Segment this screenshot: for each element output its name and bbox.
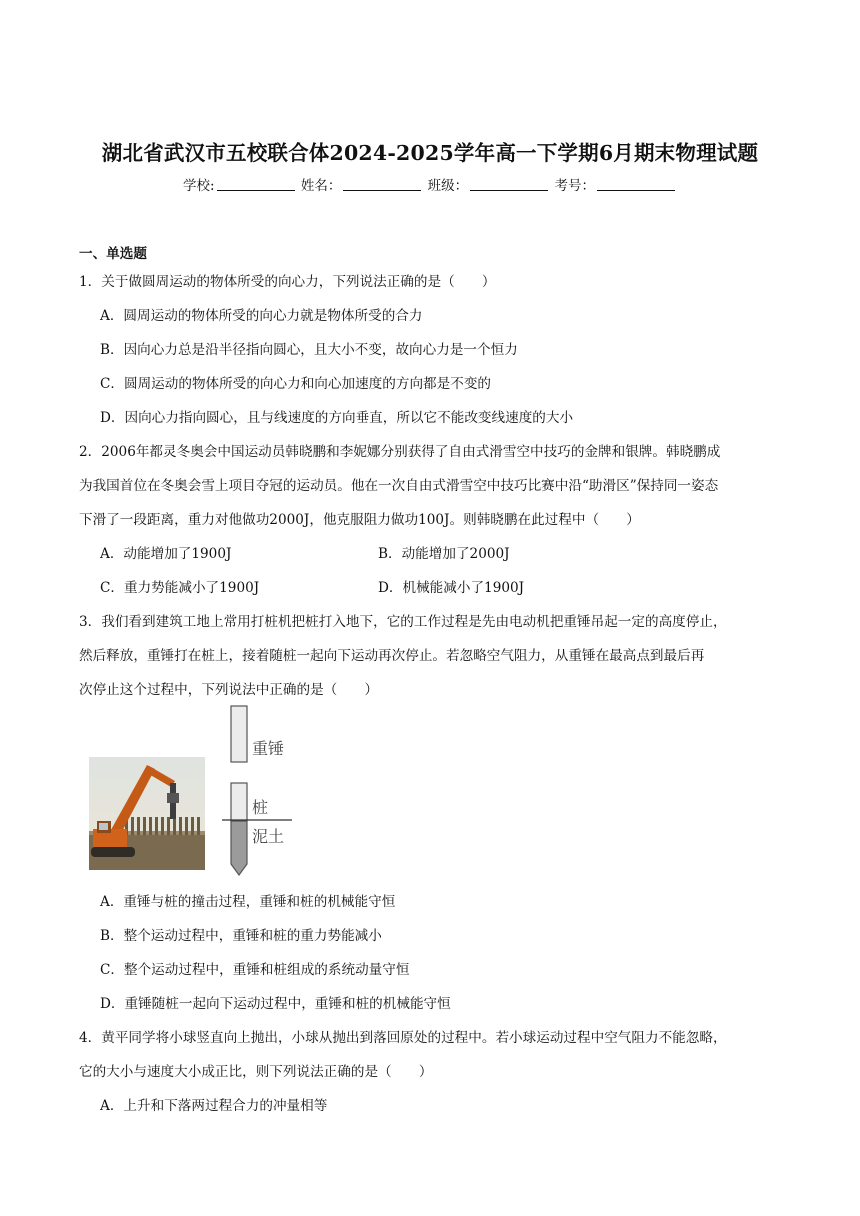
question-4-option-a: A．上升和下落两过程合力的冲量相等 — [100, 1098, 328, 1114]
question-4-stem-line-2: 它的大小与速度大小成正比，则下列说法正确的是（ ） — [79, 1064, 433, 1080]
question-3-stem-line-1: 3．我们看到建筑工地上常用打桩机把桩打入地下，它的工作过程是先由电动机把重锤吊起一定的高度停止， — [79, 614, 727, 630]
question-3-option-d: D．重锤随桩一起向下运动过程中，重锤和桩的机械能守恒 — [100, 996, 451, 1012]
pile-driver-photo — [89, 757, 205, 870]
class-blank — [470, 178, 548, 191]
question-3-option-a: A．重锤与桩的撞击过程，重锤和桩的机械能守恒 — [100, 894, 396, 910]
hammer-label: 重锤 — [252, 739, 285, 758]
school-label: 学校: — [183, 178, 215, 194]
number-label: 考号： — [554, 178, 595, 194]
pile-diagram — [222, 703, 322, 879]
question-2-stem-line-1: 2．2006年都灵冬奥会中国运动员韩晓鹏和李妮娜分别获得了自由式滑雪空中技巧的金牌和银牌。韩晓鹏成 — [79, 444, 721, 460]
question-4-stem-line-1: 4．黄平同学将小球竖直向上抛出，小球从抛出到落回原处的过程中。若小球运动过程中空气阻力不能忽略， — [79, 1030, 727, 1046]
hammer-shape — [231, 706, 247, 762]
pile-upper-shape — [231, 783, 247, 821]
question-2-option-a: A．动能增加了1900J — [100, 546, 232, 562]
question-2-stem-line-3: 下滑了一段距离，重力对他做功2000J，他克服阻力做功100J。则韩晓鹏在此过程中（ ） — [79, 512, 640, 528]
question-3-stem-line-2: 然后释放，重锤打在桩上，接着随桩一起向下运动再次停止。若忽略空气阻力，从重锤在最高点到最后再 — [79, 648, 705, 664]
page-title: 湖北省武汉市五校联合体2024-2025学年高一下学期6月期末物理试题 — [101, 141, 759, 165]
school-blank — [217, 178, 295, 191]
section-title: 一、单选题 — [79, 246, 147, 262]
question-1-option-c: C．圆周运动的物体所受的向心力和向心加速度的方向都是不变的 — [100, 376, 492, 392]
question-1-option-a: A．圆周运动的物体所受的向心力就是物体所受的合力 — [100, 308, 423, 324]
question-2-stem-line-2: 为我国首位在冬奥会雪上项目夺冠的运动员。他在一次自由式滑雪空中技巧比赛中沿“助滑区”保持同一姿态 — [79, 478, 719, 494]
question-3-stem-line-3: 次停止这个过程中，下列说法中正确的是（ ） — [79, 682, 379, 698]
question-3-option-c: C．整个运动过程中，重锤和桩组成的系统动量守恒 — [100, 962, 410, 978]
number-blank — [597, 178, 675, 191]
question-1-option-d: D．因向心力指向圆心，且与线速度的方向垂直，所以它不能改变线速度的大小 — [100, 410, 574, 426]
name-label: 姓名： — [300, 178, 342, 194]
pile-lower-shape — [231, 821, 247, 875]
question-2-option-d: D．机械能减小了1900J — [378, 580, 525, 596]
question-3-option-b: B．整个运动过程中，重锤和桩的重力势能减小 — [100, 928, 382, 944]
soil-label: 泥土 — [252, 827, 285, 846]
question-1-option-b: B．因向心力总是沿半径指向圆心，且大小不变，故向心力是一个恒力 — [100, 342, 518, 358]
question-1-stem: 1．关于做圆周运动的物体所受的向心力，下列说法正确的是（ ） — [79, 274, 496, 290]
pile-label: 桩 — [252, 798, 269, 817]
question-2-option-b: B．动能增加了2000J — [378, 546, 510, 562]
question-2-option-c: C．重力势能减小了1900J — [100, 580, 260, 596]
name-blank — [343, 178, 421, 191]
student-info-line — [0, 174, 860, 194]
class-label: 班级： — [427, 178, 469, 194]
